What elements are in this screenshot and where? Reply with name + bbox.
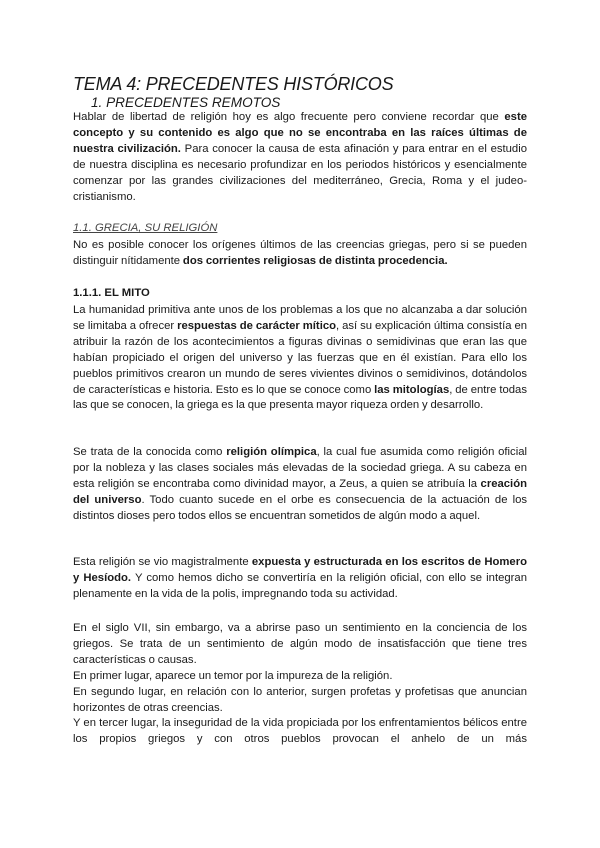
bold-text: las mitologías [374, 383, 450, 396]
intro-paragraph [73, 110, 527, 205]
bold-text: este concepto y su contenido es algo que no se encontraba en las raíces últimas de nuestra civilización. [73, 111, 527, 155]
page-title: TEMA 4: PRECEDENTES HISTÓRICOS [73, 74, 394, 94]
text-run: La humanidad primitiva ante unos de los problemas a los que no alcanzaba a dar solución se limitaba a ofrecer [73, 304, 527, 332]
siglo-paragraph-4: Y en tercer lugar, la inseguridad de la vida propiciada por los enfrentamientos bélicos entre los propios griegos y con otros pueblos provocan el anhelo de un más [73, 717, 527, 746]
bold-text: dos corrientes religiosas de distinta procedencia. [182, 254, 448, 267]
mito-paragraph-3 [73, 555, 527, 603]
text-run: Y como hemos dicho se convertiría en la religión oficial, con ello se integran plenamente en la vida de la polis, impregnando toda su actividad. [73, 571, 527, 600]
text-run: No es posible conocer los orígenes últimos de las creencias griegas, pero si se pueden distinguir nítidamente [73, 239, 527, 267]
text-run: Se trata de la conocida como [73, 446, 227, 458]
intro-block [73, 110, 527, 205]
bold-text: religión olímpica [226, 446, 317, 458]
text-run: Para conocer la causa de esta afinación y para entrar en el estudio de nuestra disciplina es necesario profundizar en los periodos históricos y esencialmente comenzar por las grandes civilizaciones del mediterráneo, Grecia, Roma y el judeo-cristianismo. [73, 142, 528, 203]
section-heading: 1.1. GRECIA, SU RELIGIÓN [73, 222, 218, 234]
siglo-block [73, 621, 527, 748]
section-intro-paragraph [73, 238, 527, 270]
text-run: . Todo cuanto sucede en el orbe es consecuencia de la actuación de los distintos dioses pero todos ellos se encuentran sometidos de algún modo a aquel. [73, 493, 528, 522]
siglo-paragraph-2: En primer lugar, aparece un temor por la impureza de la religión. [73, 669, 393, 682]
mito-paragraph-1-block [73, 303, 527, 414]
text-run: , de entre todas las que se conocen, la griega es la que presenta mayor riqueza orden y desarrollo. [73, 383, 527, 412]
bold-text: expuesta y estructurada en los escritos de Homero y Hesíodo. [73, 556, 528, 584]
text-run: Hablar de libertad de religión hoy es algo frecuente pero conviene recordar que [73, 111, 505, 123]
mito-paragraph-3-block [73, 555, 527, 603]
mito-paragraph-2-block [73, 445, 527, 525]
siglo-paragraph-3: En segundo lugar, en relación con lo anterior, surgen profetas y profetisas que anuncian horizontes de otras creencias. [73, 685, 527, 714]
mito-paragraph-2 [73, 445, 527, 525]
mito-paragraph-1 [73, 303, 527, 414]
bold-text: respuestas de carácter mítico [177, 319, 337, 332]
section-subtitle: 1. PRECEDENTES REMOTOS [91, 95, 281, 110]
section-intro-block [73, 238, 527, 270]
text-run: , la cual fue asumida como religión oficial por la nobleza y las clases sociales más elevadas de la sociedad griega. A su cabeza en esta religión se encontraba como divinidad mayor, a Zeus, a quien se atribuía la [73, 446, 527, 490]
text-run: , así su explicación última consistía en atribuir la razón de los acontecimientos a figuras divinas o semidivinas que eran las que habían propiciado el origen del universo y las fuerzas que en él existían. Para ello los pueblos primitivos crearon un mundo de seres vivientes divinos o semidivinos, dotándolos de características e historia. Esto es lo que se conoce como [73, 319, 528, 396]
sub-heading: 1.1.1. EL MITO [73, 287, 150, 299]
siglo-paragraph-1: En el siglo VII, sin embargo, va a abrirse paso un sentimiento en la conciencia de los griegos. Se trata de un sentimiento de algún modo de insatisfacción que tiene tres características o causas. [73, 622, 527, 666]
text-run: Esta religión se vio magistralmente [73, 556, 252, 568]
bold-text: creación del universo [73, 477, 527, 506]
